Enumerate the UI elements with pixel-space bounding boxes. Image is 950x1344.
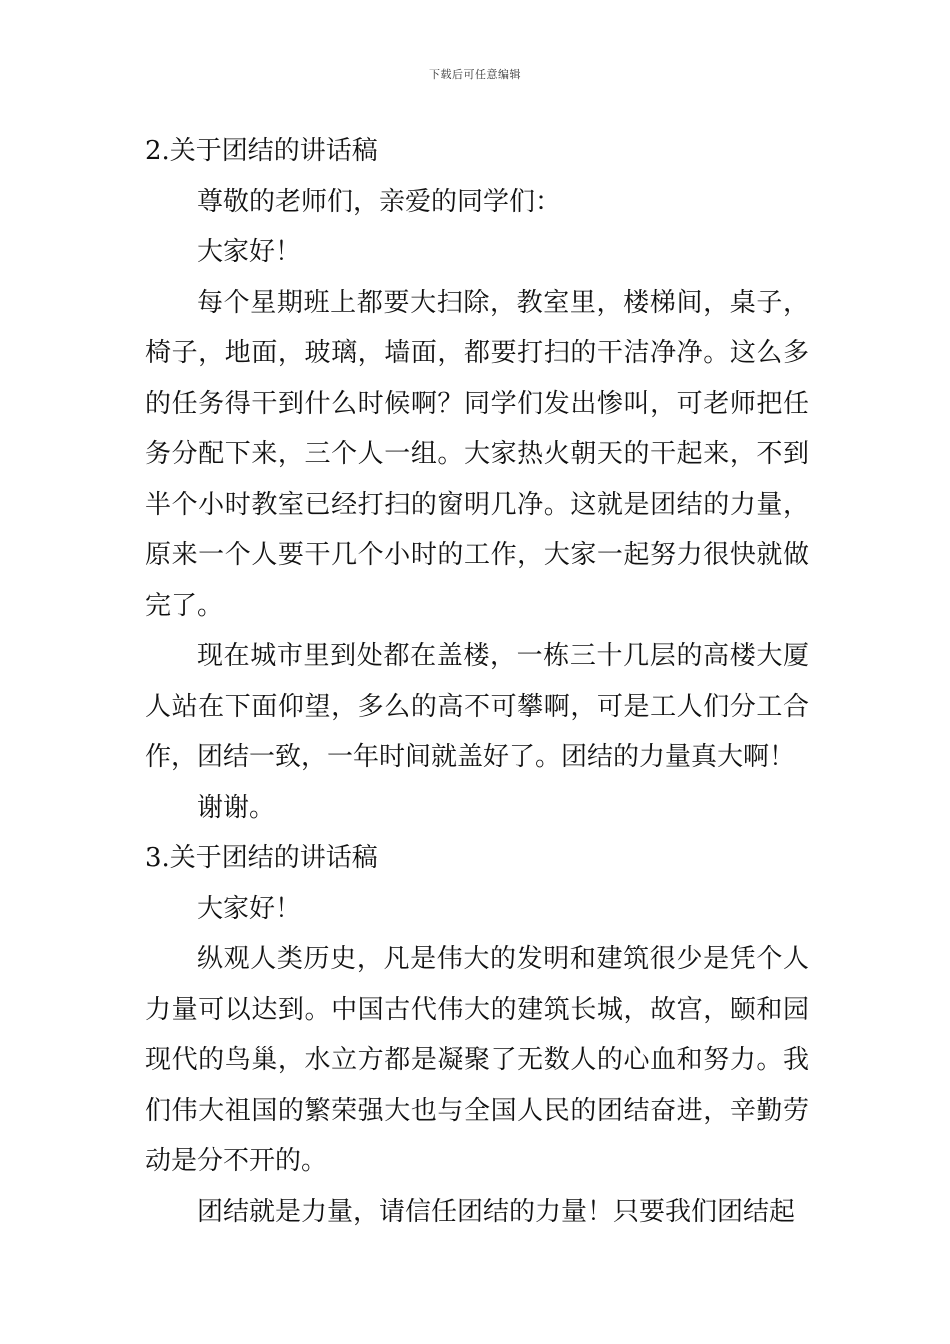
paragraph: 现在城市里到处都在盖楼，一栋三十几层的高楼大厦人站在下面仰望，多么的高不可攀啊，可是工人们分工合作，团结一致，一年时间就盖好了。团结的力量真大啊！ <box>145 641 809 772</box>
paragraph: 团结就是力量，请信任团结的力量！只要我们团结起 <box>197 1196 796 1227</box>
document-body <box>145 126 809 1237</box>
paragraph: 纵观人类历史，凡是伟大的发明和建筑很少是凭个人力量可以达到。中国古代伟大的建筑长城，故宫，颐和园现代的鸟巢，水立方都是凝聚了无数人的心血和努力。我们伟大祖国的繁荣强大也与全国人民的团结奋进，辛勤劳动是分不开的。 <box>145 944 809 1176</box>
section-heading-2: 2.关于团结的讲话稿 <box>145 136 378 166</box>
paragraph: 每个星期班上都要大扫除，教室里，楼梯间，桌子，椅子，地面，玻璃，墙面，都要打扫的干洁净净。这么多的任务得干到什么时候啊？同学们发出惨叫，可老师把任务分配下来，三个人一组。大家热火朝天的干起来，不到半个小时教室已经打扫的窗明几净。这就是团结的力量，原来一个人要干几个小时的工作，大家一起努力很快就做完了。 <box>145 287 809 621</box>
salutation: 尊敬的老师们，亲爱的同学们： <box>197 186 562 217</box>
greeting: 大家好！ <box>197 237 302 267</box>
closing: 谢谢。 <box>197 792 276 823</box>
section-heading-3: 3.关于团结的讲话稿 <box>145 843 378 873</box>
page-header: 下载后可任意编辑 <box>429 68 521 81</box>
greeting: 大家好！ <box>197 893 302 924</box>
